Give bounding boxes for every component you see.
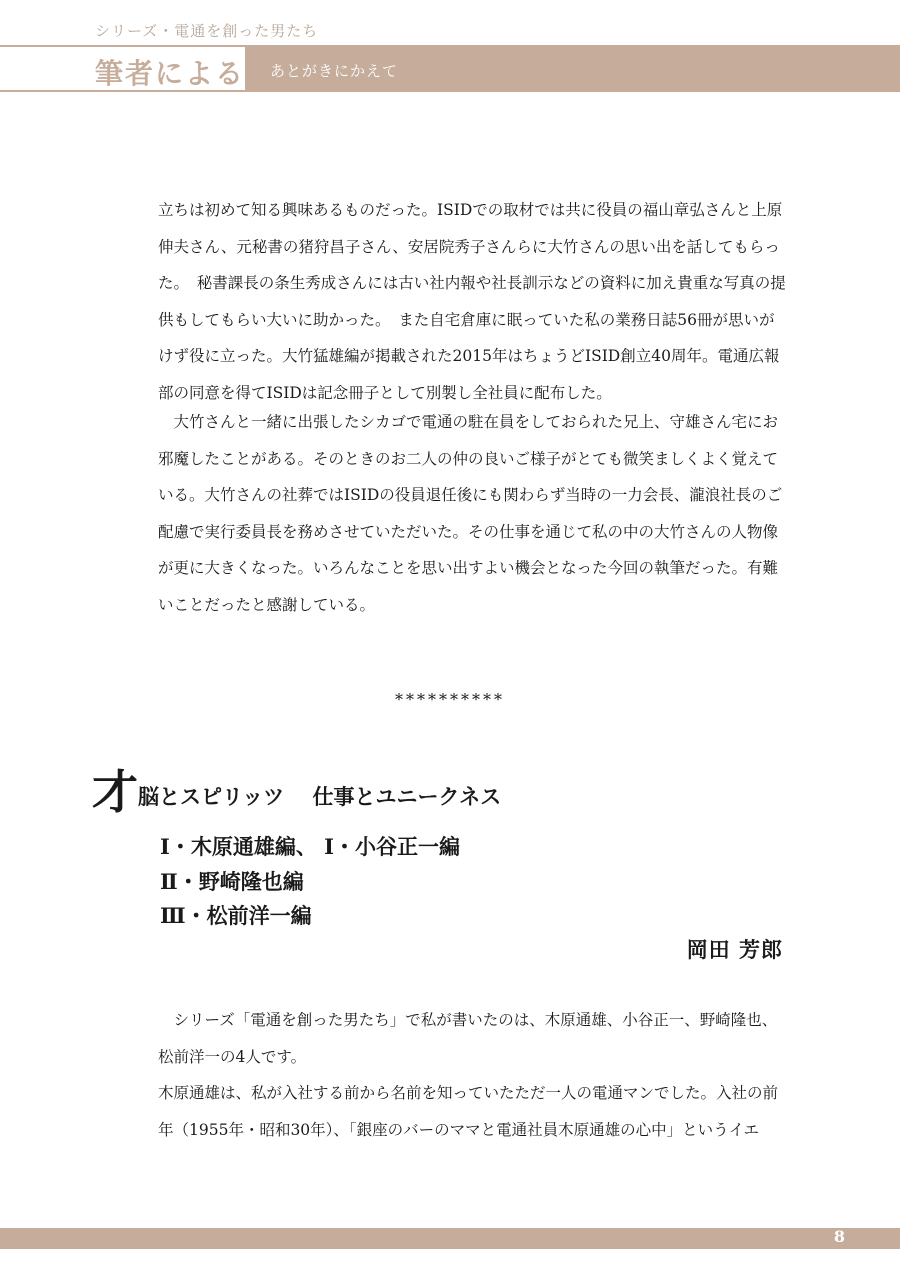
section-title: 筆者による [95, 57, 246, 90]
header-rule [0, 91, 900, 92]
section-separator: ********** [395, 690, 505, 709]
article-title-initial: 才 [92, 765, 138, 819]
article-sub-item-1: Ⅰ・木原通雄編、 Ⅰ・小谷正一編 [160, 834, 460, 859]
article-paragraph-2: 木原通雄は、私が入社する前から名前を知っていたただ一人の電通マンでした。入社の前年（1955年・昭和30年）、「銀座のバーのママと電通社員木原通雄の心中」というイエ [158, 1084, 779, 1139]
series-title: シリーズ・電通を創った男たち [95, 22, 319, 40]
article-paragraph-1: シリーズ「電通を創った男たち」で私が書いたのは、木原通雄、小谷正一、野崎隆也、松前洋一の4人です。 [158, 1011, 778, 1066]
article-sub-item-3: Ⅲ・松前洋一編 [160, 903, 312, 928]
article-author: 岡田 芳郎 [686, 937, 783, 962]
article-sub-item-2: Ⅱ・野崎隆也編 [160, 869, 304, 894]
page-number: 8 [833, 1227, 845, 1246]
body-paragraph-1: 立ちは初めて知る興味あるものだった。ISIDでの取材では共に役員の福山章弘さんと上原伸夫さん、元秘書の猪狩昌子さん、安居院秀子さんらに大竹さんの思い出を話してもらった。 秘書課長の条生秀成さんには古い社内報や社長訓示などの資料に加え貴重な写真の提供もしてもらい大いに助かった。 また自宅倉庫に眠っていた私の業務日誌56冊が思いがけず役に立った。大竹猛雄編が掲載された2015年はちょうどISID創立40周年。電通広報部の同意を得てISIDは記念冊子として別製し全社員に配布した。 [158, 201, 786, 402]
section-subtitle: あとがきにかえて [270, 62, 399, 80]
article-title [92, 756, 501, 822]
footer-bar [0, 1228, 900, 1249]
article-title-text: 脳とスピリッツ 仕事とユニークネス [138, 784, 502, 809]
article-body [158, 1002, 788, 1148]
body-paragraph-2: 大竹さんと一緒に出張したシカゴで電通の駐在員をしておられた兄上、守雄さん宅にお邪魔したことがある。そのときのお二人の仲の良いご様子がとても微笑ましくよく覚えている。大竹さんの社葬ではISIDの役員退任後にも関わらず当時の一力会長、瀧浪社長のご配慮で実行委員長を務めさせていただいた。その仕事を通じて私の中の大竹さんの人物像が更に大きくなった。いろんなことを思い出すよい機会となった今回の執筆だった。有難いことだったと感謝している。 [158, 413, 783, 614]
